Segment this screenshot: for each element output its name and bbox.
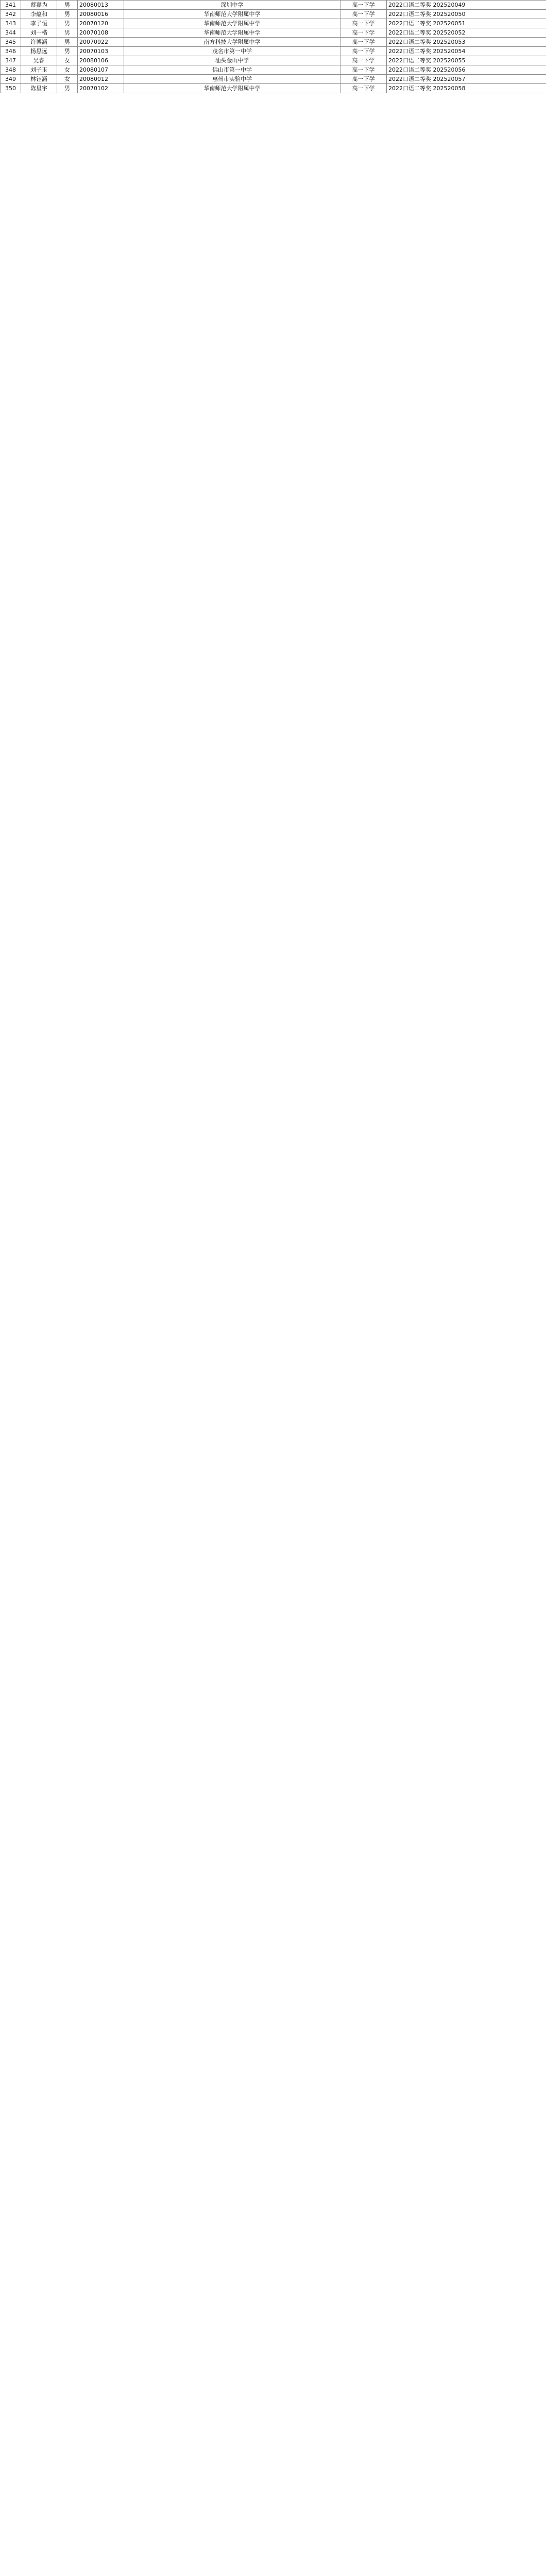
student-name: 李蕴和 [21,10,57,19]
student-gender: 男 [57,1,78,10]
award-text: 2022口语二等奖 202520049 [387,1,546,10]
student-name: 刘一楷 [21,28,57,38]
table-row [1,56,546,65]
award-text: 2022口语二等奖 202520050 [387,10,546,19]
grade-level: 高一下学 [340,47,387,56]
student-id: 20070103 [78,47,124,56]
row-index: 347 [1,56,21,65]
grade-level: 高一下学 [340,1,387,10]
row-index: 343 [1,19,21,28]
grade-level: 高一下学 [340,84,387,93]
student-id: 20070108 [78,28,124,38]
student-name: 陈星宇 [21,84,57,93]
student-gender: 男 [57,28,78,38]
student-gender: 女 [57,56,78,65]
student-gender: 女 [57,65,78,75]
row-index: 344 [1,28,21,38]
student-id: 20070922 [78,38,124,47]
student-name: 杨思远 [21,47,57,56]
table-row [1,19,546,28]
table-row [1,47,546,56]
row-index: 349 [1,75,21,84]
school-name: 华南师范大学附属中学 [124,84,340,93]
student-id: 20070120 [78,19,124,28]
school-name: 深圳中学 [124,1,340,10]
student-id: 20080107 [78,65,124,75]
award-text: 2022口语二等奖 202520054 [387,47,546,56]
student-gender: 男 [57,10,78,19]
student-gender: 男 [57,19,78,28]
school-name: 汕头金山中学 [124,56,340,65]
row-index: 341 [1,1,21,10]
award-text: 2022口语二等奖 202520056 [387,65,546,75]
student-name: 蔡嘉为 [21,1,57,10]
award-text: 2022口语二等奖 202520058 [387,84,546,93]
grade-level: 高一下学 [340,56,387,65]
school-name: 华南师范大学附属中学 [124,19,340,28]
school-name: 惠州市实验中学 [124,75,340,84]
school-name: 南方科技大学附属中学 [124,38,340,47]
student-id: 20080016 [78,10,124,19]
row-index: 346 [1,47,21,56]
row-index: 342 [1,10,21,19]
award-text: 2022口语二等奖 202520055 [387,56,546,65]
table-row [1,1,546,10]
school-name: 华南师范大学附属中学 [124,28,340,38]
school-name: 华南师范大学附属中学 [124,10,340,19]
student-gender: 男 [57,38,78,47]
grade-level: 高一下学 [340,28,387,38]
student-id: 20080013 [78,1,124,10]
table-row [1,28,546,38]
award-text: 2022口语二等奖 202520053 [387,38,546,47]
award-text: 2022口语二等奖 202520052 [387,28,546,38]
student-id: 20080106 [78,56,124,65]
award-text: 2022口语二等奖 202520051 [387,19,546,28]
student-gender: 女 [57,75,78,84]
table-row [1,65,546,75]
grade-level: 高一下学 [340,38,387,47]
grade-level: 高一下学 [340,65,387,75]
table-row [1,38,546,47]
table-row [1,75,546,84]
roster-table [0,0,546,93]
table-row [1,10,546,19]
grade-level: 高一下学 [340,75,387,84]
student-name: 李子恒 [21,19,57,28]
award-text: 2022口语二等奖 202520057 [387,75,546,84]
student-id: 20080012 [78,75,124,84]
student-gender: 男 [57,47,78,56]
school-name: 茂名市第一中学 [124,47,340,56]
roster-body [1,1,546,93]
grade-level: 高一下学 [340,10,387,19]
student-name: 许博涵 [21,38,57,47]
table-row [1,84,546,93]
school-name: 佛山市第一中学 [124,65,340,75]
student-gender: 男 [57,84,78,93]
grade-level: 高一下学 [340,19,387,28]
student-name: 刘子玉 [21,65,57,75]
row-index: 350 [1,84,21,93]
row-index: 348 [1,65,21,75]
row-index: 345 [1,38,21,47]
student-name: 林钰涵 [21,75,57,84]
student-name: 吴睿 [21,56,57,65]
student-id: 20070102 [78,84,124,93]
